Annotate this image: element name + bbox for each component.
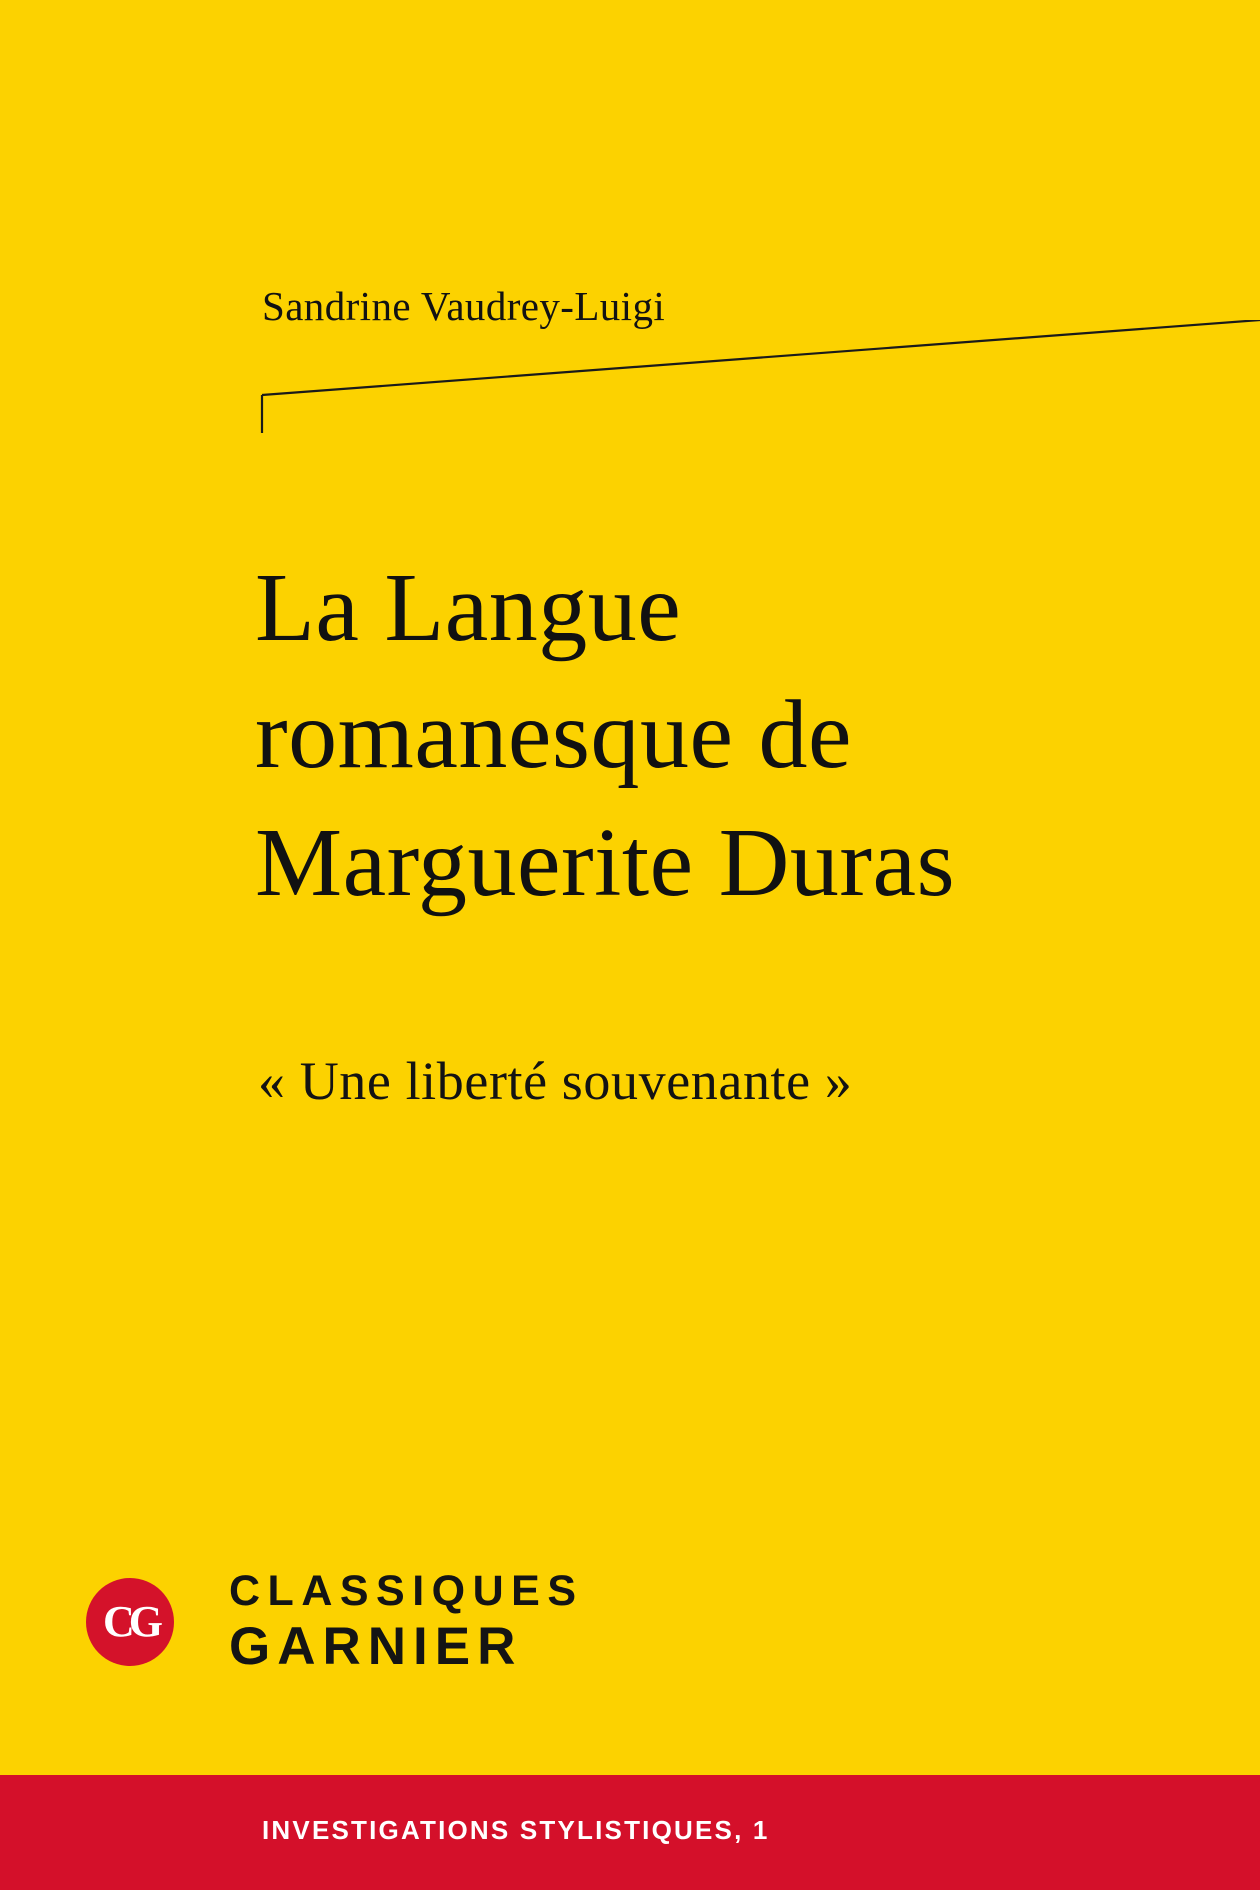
- logo-monogram: CG: [103, 1596, 157, 1646]
- classiques-garnier-logo-icon: [86, 1578, 174, 1666]
- title-line-3: Marguerite Duras: [255, 808, 956, 917]
- diagonal-rule-svg: [0, 320, 1260, 460]
- title-line-1: La Langue: [255, 554, 682, 662]
- diagonal-rule: [0, 320, 1260, 460]
- publisher-name: [229, 1568, 584, 1676]
- book-title: [255, 545, 1110, 927]
- publisher-name-line-2: GARNIER: [229, 1617, 523, 1677]
- series-band: [0, 1775, 1260, 1890]
- publisher-name-line-1: CLASSIQUES: [229, 1567, 584, 1615]
- publisher-block: [86, 1568, 584, 1676]
- series-label: INVESTIGATIONS STYLISTIQUES, 1: [262, 1815, 770, 1845]
- author-name: Sandrine Vaudrey-Luigi: [262, 283, 666, 329]
- title-line-2: romanesque de: [255, 681, 852, 790]
- book-subtitle: « Une liberté souvenante »: [258, 1051, 853, 1111]
